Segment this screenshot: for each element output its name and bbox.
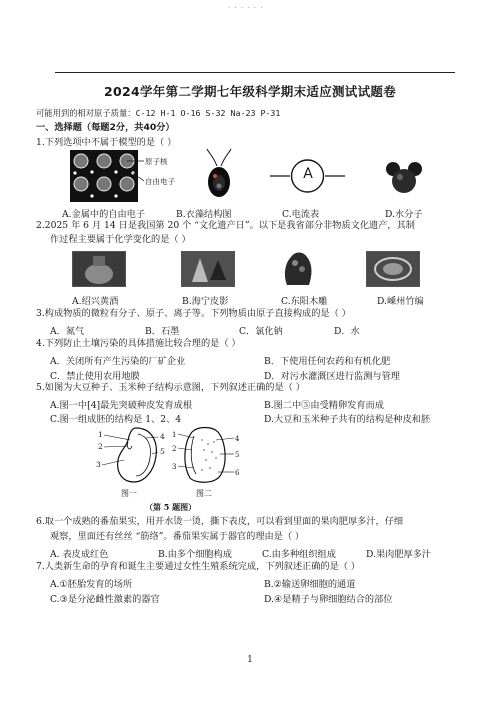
q4-option-a[interactable]: A．关闭所有产生污染的厂矿企业 — [50, 356, 186, 367]
q5-fig1-label-5: 5 — [160, 447, 165, 456]
q5-figure2-corn-seed — [172, 424, 242, 486]
exam-title: 2024学年第二学期七年级科学期末适应测试试题卷 — [104, 84, 396, 99]
q1-ammeter-symbol: A — [303, 166, 313, 182]
q3-stem: 3.构成物质的微粒有分子、原子、离子等。下列物质由原子直接构成的是（ ） — [36, 308, 351, 319]
section-heading: 一、选择题（每题2分，共40分） — [36, 122, 175, 133]
q6-option-a[interactable]: A. 表皮成红色 — [50, 549, 109, 560]
q5-option-c[interactable]: C.图一组成胚的结构是 1、2、4 — [50, 414, 182, 425]
q1-option-a[interactable]: A.金属中的自由电子 — [62, 209, 146, 220]
q5-option-b[interactable]: B.图二中⑤由受精卵发育而成 — [264, 400, 384, 411]
q7-stem: 7.人类新生命的孕育和诞生主要通过女性生殖系统完成，下列叙述正确的是（ ） — [36, 561, 361, 572]
q5-fig2-label-2: 2 — [172, 445, 177, 453]
q5-option-d[interactable]: D.大豆和玉米种子共有的结构是种皮和胚 — [264, 414, 431, 425]
q3-option-c[interactable]: C．氯化钠 — [239, 326, 283, 337]
q7-option-d[interactable]: D.④是精子与卵细胞结合的部位 — [264, 594, 393, 605]
q1-option-b[interactable]: B.衣藻结构图 — [176, 209, 232, 220]
q5-fig2-label-6: 6 — [235, 469, 240, 477]
top-mark: · · · · · · — [228, 4, 264, 12]
q1-label-nucleus: 原子核 — [145, 157, 168, 166]
q1-option-d[interactable]: D.水分子 — [385, 209, 423, 220]
q1-stem: 1.下列选项中不属于模型的是（ ） — [36, 137, 177, 148]
q4-stem: 4.下列防止土壤污染的具体措施比较合理的是（ ） — [36, 338, 241, 349]
q1-option-c[interactable]: C.电流表 — [282, 209, 320, 220]
q5-fig2-label-5: 5 — [235, 451, 240, 459]
q6-stem-line1: 6.取一个成熟的番茄果实，用开水烫一烫，撕下表皮，可以看到里面的果肉肥厚多汁，仔细 — [36, 516, 404, 527]
page-number: 1 — [247, 655, 253, 665]
q7-option-b[interactable]: B.②输送卵细胞的通道 — [264, 579, 356, 590]
q7-option-a[interactable]: A.①胚胎发育的场所 — [50, 579, 133, 590]
q3-option-b[interactable]: B．石墨 — [145, 326, 180, 337]
q6-stem-line2: 观察，里面还有丝丝 “筋络”。番茄果实属于器官的理由是（ ） — [50, 531, 305, 542]
q4-option-b[interactable]: B．下使用任何农药和有机化肥 — [264, 356, 391, 367]
q3-option-a[interactable]: A．氮气 — [50, 326, 85, 337]
q2-stem-line2: 作过程主要属于化学变化的是（ ） — [50, 234, 191, 245]
q2-photo-shaoxing-wine — [72, 251, 126, 287]
q1-figure-water-molecule — [386, 160, 422, 194]
q3-option-d[interactable]: D．水 — [334, 326, 360, 337]
q5-fig2-caption: 图二 — [196, 489, 212, 498]
q5-fig1-label-4: 4 — [160, 432, 165, 441]
q5-fig2-label-3: 3 — [172, 463, 177, 471]
q6-option-b[interactable]: B.由多个细胞构成 — [158, 549, 232, 560]
q5-fig2-label-1: 1 — [172, 431, 177, 439]
atomic-masses: 可能用到的相对原子质量：C-12 H-1 O-16 S-32 Na-23 P-31 — [36, 108, 281, 118]
q2-option-a[interactable]: A.绍兴黄酒 — [72, 296, 119, 307]
q7-option-c[interactable]: C.③是分泌雌性激素的器官 — [50, 594, 160, 605]
q5-fig1-caption: 图一 — [121, 489, 137, 498]
q6-option-c[interactable]: C.由多种组织组成 — [262, 549, 336, 560]
q6-option-d[interactable]: D.果肉肥厚多汁 — [366, 549, 432, 560]
q5-figure-title: （第 5 题图） — [145, 502, 197, 512]
q5-fig1-label-2: 2 — [98, 442, 103, 451]
q5-fig2-label-4: 4 — [235, 435, 240, 443]
q2-option-c[interactable]: C.东阳木雕 — [281, 296, 328, 307]
q5-figure1-bean-seed — [92, 424, 170, 484]
q1-figure-chlamydomonas — [204, 148, 234, 200]
q2-photo-shadow-puppet — [181, 251, 235, 287]
q5-stem: 5.如图为大豆种子、玉米种子结构示意图，下列叙述正确的是（ ） — [36, 382, 305, 393]
q5-fig1-label-1: 1 — [98, 430, 103, 439]
q2-option-b[interactable]: B.海宁皮影 — [182, 296, 229, 307]
q4-option-d[interactable]: D．对污水灌溉区进行监测与管理 — [264, 371, 400, 382]
q2-option-d[interactable]: D.嵊州竹编 — [377, 296, 424, 307]
q5-fig1-label-3: 3 — [96, 460, 101, 469]
q5-option-a[interactable]: A.图一中[4]最先突破种皮发育成根 — [50, 400, 193, 411]
q2-photo-wood-carving — [281, 249, 315, 287]
q1-label-electron: 自由电子 — [145, 177, 175, 186]
header-rule — [55, 72, 455, 73]
q2-stem-line1: 2.2025 年 6 月 14 日是我国第 20 个 “文化遗产日”。以下是我省部分非物质文化遗产，其制 — [36, 220, 415, 231]
q2-photo-bamboo-weaving — [366, 251, 420, 287]
q4-option-c[interactable]: C．禁止使用农用地膜 — [50, 371, 140, 382]
